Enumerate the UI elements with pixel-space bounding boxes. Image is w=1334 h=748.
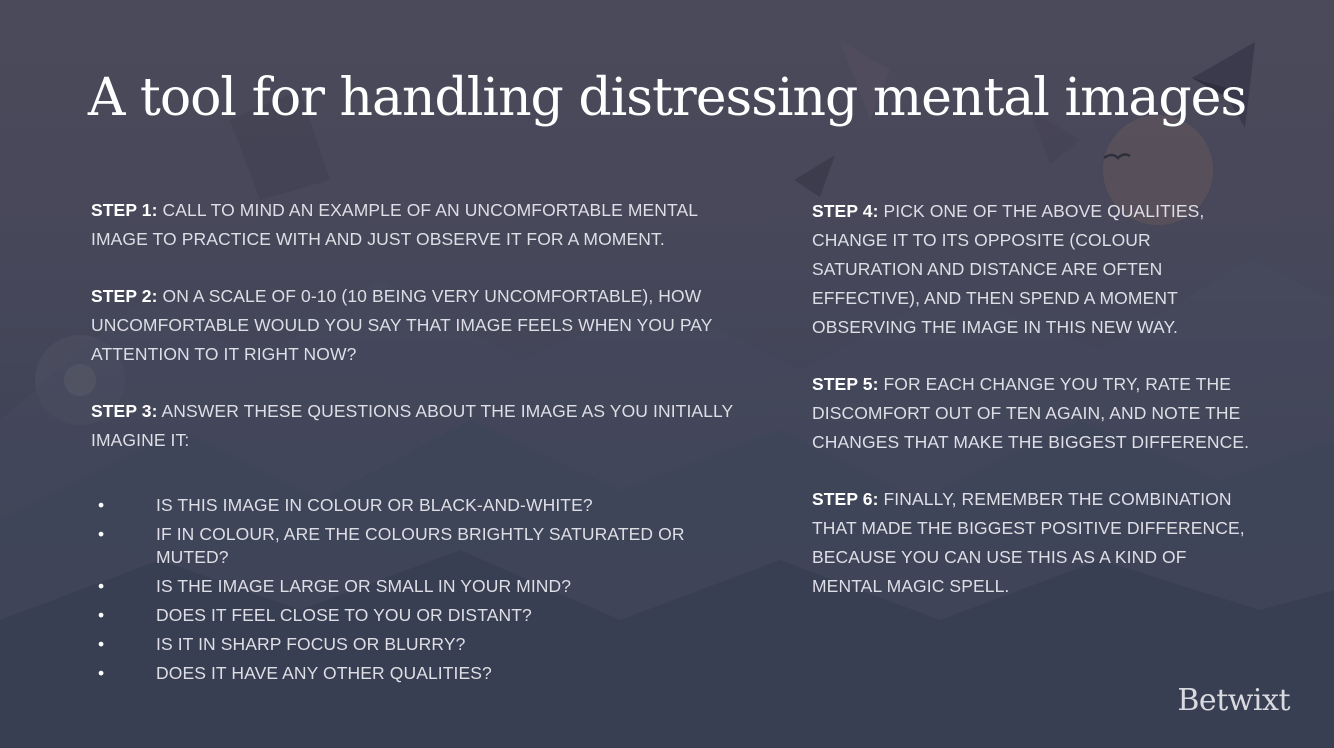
step-text: PICK ONE OF THE ABOVE QUALITIES, CHANGE IT TO ITS OPPOSITE (COLOUR SATURATION AND DISTANCE ARE OFTEN EFFECTIVE), AND THEN SPEND A MOMENT OBSERVING THE IMAGE IN THIS NEW WAY. — [812, 201, 1205, 337]
step-label: STEP 1: — [91, 200, 158, 220]
step-label: STEP 5: — [812, 374, 879, 394]
list-item: • IF IN COLOUR, ARE THE COLOURS BRIGHTLY SATURATED OR MUTED? — [91, 523, 736, 569]
list-item: • IS IT IN SHARP FOCUS OR BLURRY? — [91, 633, 736, 656]
step-text: ANSWER THESE QUESTIONS ABOUT THE IMAGE AS YOU INITIALLY IMAGINE IT: — [91, 401, 733, 450]
step-5 — [812, 370, 1252, 457]
step-label: STEP 6: — [812, 489, 879, 509]
list-item: • IS THE IMAGE LARGE OR SMALL IN YOUR MIND? — [91, 575, 736, 598]
page-title: A tool for handling distressing mental images — [87, 68, 1247, 128]
step-label: STEP 4: — [812, 201, 879, 221]
step-text: CALL TO MIND AN EXAMPLE OF AN UNCOMFORTABLE MENTAL IMAGE TO PRACTICE WITH AND JUST OBSERVE IT FOR A MOMENT. — [91, 200, 698, 249]
steps-left-column — [91, 196, 751, 691]
question-list — [91, 494, 751, 685]
list-item: • DOES IT HAVE ANY OTHER QUALITIES? — [91, 662, 736, 685]
step-label: STEP 2: — [91, 286, 158, 306]
step-1 — [91, 196, 751, 254]
brand-logo: Betwixt — [1177, 683, 1290, 718]
paper-plane-small-icon — [794, 155, 835, 197]
step-text: FINALLY, REMEMBER THE COMBINATION THAT MADE THE BIGGEST POSITIVE DIFFERENCE, BECAUSE YOU CAN USE THIS AS A KIND OF MENTAL MAGIC SPELL. — [812, 489, 1245, 596]
step-4 — [812, 197, 1252, 342]
steps-right-column — [812, 197, 1252, 629]
list-item: • DOES IT FEEL CLOSE TO YOU OR DISTANT? — [91, 604, 736, 627]
step-3 — [91, 397, 751, 455]
list-item: • IS THIS IMAGE IN COLOUR OR BLACK-AND-WHITE? — [91, 494, 736, 517]
step-text: FOR EACH CHANGE YOU TRY, RATE THE DISCOMFORT OUT OF TEN AGAIN, AND NOTE THE CHANGES THAT MAKE THE BIGGEST DIFFERENCE. — [812, 374, 1250, 452]
step-2 — [91, 282, 751, 369]
step-6 — [812, 485, 1252, 601]
step-text: ON A SCALE OF 0-10 (10 BEING VERY UNCOMFORTABLE), HOW UNCOMFORTABLE WOULD YOU SAY THAT IMAGE FEELS WHEN YOU PAY ATTENTION TO IT RIGHT NOW? — [91, 286, 713, 364]
step-label: STEP 3: — [91, 401, 158, 421]
